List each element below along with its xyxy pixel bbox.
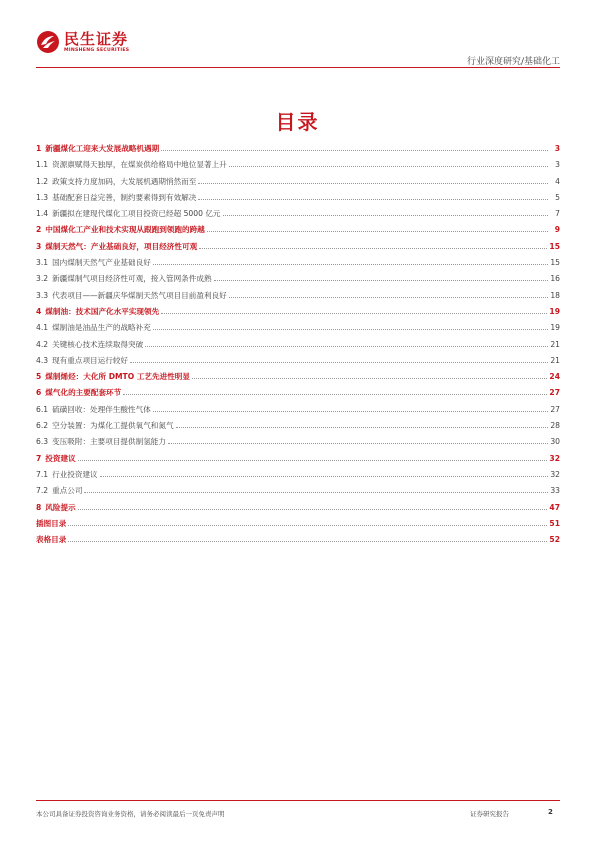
toc-leader-dots — [229, 160, 548, 167]
page-number: 2 — [548, 808, 553, 816]
toc-entry[interactable] — [36, 257, 560, 273]
toc-entry-title: 新疆煤制气项目经济性可观，接入管网条件成熟 — [52, 274, 212, 284]
toc-leader-dots — [100, 470, 548, 477]
toc-entry[interactable] — [36, 453, 560, 469]
table-of-contents — [36, 143, 560, 550]
logo-english-name: MINSHENG SECURITIES — [64, 47, 130, 53]
toc-entry-number: 4 — [36, 306, 42, 316]
toc-leader-dots — [214, 274, 548, 281]
toc-entry-title: 煤制烯烃：大化所 DMTO 工艺先进性明显 — [45, 372, 190, 382]
logo-chinese-name: 民生证券 — [64, 29, 129, 48]
toc-leader-dots — [78, 454, 548, 461]
footer-disclaimer: 本公司具备证券投资咨询业务资格，请务必阅读最后一页免责声明 — [36, 810, 225, 818]
toc-entry-page: 15 — [549, 241, 560, 251]
toc-entry-page: 33 — [550, 486, 560, 496]
toc-entry[interactable] — [36, 290, 560, 306]
toc-entry-number: 3.3 — [36, 290, 49, 300]
toc-entry[interactable] — [36, 192, 560, 208]
toc-entry[interactable] — [36, 485, 560, 501]
toc-entry-title: 煤制油：技术国产化水平实现领先 — [45, 306, 160, 316]
toc-leader-dots — [229, 291, 548, 298]
page-title: 目录 — [275, 110, 320, 134]
toc-entry-page: 51 — [549, 518, 560, 528]
toc-entry[interactable] — [36, 436, 560, 452]
toc-entry[interactable] — [36, 306, 560, 322]
toc-entry-page: 19 — [550, 323, 560, 333]
toc-leader-dots — [68, 519, 547, 526]
page-header — [36, 30, 560, 70]
toc-leader-dots — [78, 503, 548, 510]
toc-entry-number: 1.2 — [36, 176, 49, 186]
toc-entry[interactable] — [36, 534, 560, 550]
toc-entry[interactable] — [36, 371, 560, 387]
footer-doc-type: 证券研究报告 — [470, 810, 509, 818]
header-divider — [36, 67, 560, 68]
toc-entry-page: 27 — [550, 404, 560, 414]
toc-leader-dots — [153, 323, 548, 330]
toc-entry-page: 32 — [550, 469, 560, 479]
toc-entry[interactable] — [36, 387, 560, 403]
toc-entry-page: 21 — [550, 355, 560, 365]
toc-entry[interactable] — [36, 159, 560, 175]
toc-entry-number: 2 — [36, 225, 42, 235]
toc-entry[interactable] — [36, 176, 560, 192]
toc-entry-page: 52 — [549, 535, 560, 545]
toc-leader-dots — [176, 421, 548, 428]
toc-entry-number: 8 — [36, 502, 42, 512]
toc-entry-page: 16 — [550, 274, 560, 284]
toc-leader-dots — [68, 535, 547, 542]
toc-entry-title: 煤制天然气：产业基础良好，项目经济性可观 — [45, 241, 198, 251]
toc-entry-title: 煤制油是油品生产的战略补充 — [52, 323, 151, 333]
toc-entry-title: 现有重点项目运行较好 — [52, 355, 129, 365]
toc-entry[interactable] — [36, 404, 560, 420]
toc-entry-title: 新疆拟在建现代煤化工项目投资已经超 5000 亿元 — [52, 209, 221, 219]
toc-entry-number: 6.3 — [36, 437, 49, 447]
toc-entry-number: 6.1 — [36, 404, 49, 414]
toc-entry-title: 风险提示 — [45, 502, 76, 512]
toc-entry-page: 32 — [549, 453, 560, 463]
toc-entry-number: 4.2 — [36, 339, 49, 349]
toc-leader-dots — [168, 437, 548, 444]
toc-entry[interactable] — [36, 518, 560, 534]
toc-entry-page: 4 — [555, 176, 560, 186]
toc-entry-number: 5 — [36, 372, 42, 382]
toc-entry-page: 21 — [550, 339, 560, 349]
toc-entry-title: 空分装置：为煤化工提供氧气和氮气 — [52, 421, 174, 431]
toc-entry-title: 行业投资建议 — [52, 469, 98, 479]
toc-entry[interactable] — [36, 469, 560, 485]
toc-entry[interactable] — [36, 273, 560, 289]
toc-entry-number: 4.1 — [36, 323, 49, 333]
toc-entry-page: 18 — [550, 290, 560, 300]
toc-entry-number: 1.1 — [36, 160, 49, 170]
toc-entry-number: 1.4 — [36, 209, 49, 219]
toc-entry-title: 重点公司 — [52, 486, 83, 496]
toc-leader-dots — [153, 258, 548, 265]
toc-entry-title: 关键核心技术连续取得突破 — [52, 339, 144, 349]
toc-entry-title: 基础配套日益完善，制约要素得到有效解决 — [52, 192, 197, 202]
toc-entry-page: 5 — [555, 192, 560, 202]
toc-leader-dots — [161, 144, 548, 151]
toc-entry[interactable] — [36, 355, 560, 371]
toc-leader-dots — [123, 388, 547, 395]
toc-entry-title: 硫磺回收：处理伴生酸性气体 — [52, 404, 151, 414]
minsheng-logo-icon — [36, 30, 60, 54]
toc-leader-dots — [198, 177, 548, 184]
toc-leader-dots — [161, 307, 547, 314]
toc-leader-dots — [130, 356, 548, 363]
toc-entry-number: 3 — [36, 241, 42, 251]
toc-entry-number: 4.3 — [36, 355, 49, 365]
toc-entry-page: 28 — [550, 421, 560, 431]
company-logo — [36, 30, 129, 54]
toc-entry[interactable] — [36, 322, 560, 338]
toc-entry[interactable] — [36, 241, 560, 257]
toc-leader-dots — [199, 242, 547, 249]
toc-entry-page: 30 — [550, 437, 560, 447]
toc-entry-title: 投资建议 — [45, 453, 76, 463]
toc-entry-title: 代表项目——新疆庆华煤制天然气项目目前盈利良好 — [52, 290, 227, 300]
toc-leader-dots — [145, 340, 548, 347]
toc-entry-title: 表格目录 — [36, 535, 67, 545]
toc-entry-page: 24 — [549, 372, 560, 382]
toc-leader-dots — [192, 372, 547, 379]
toc-entry-page: 3 — [554, 144, 560, 153]
toc-entry-page: 47 — [549, 502, 560, 512]
toc-entry[interactable] — [36, 420, 560, 436]
toc-entry-title: 变压吸附：主要项目提供制氢能力 — [52, 437, 166, 447]
toc-leader-dots — [84, 486, 548, 493]
toc-entry-number: 6.2 — [36, 421, 49, 431]
toc-entry-page: 3 — [555, 160, 560, 170]
toc-entry-number: 1.3 — [36, 192, 49, 202]
toc-entry-number: 3.2 — [36, 274, 49, 284]
toc-entry-page: 27 — [549, 388, 560, 398]
toc-leader-dots — [207, 225, 548, 232]
toc-entry[interactable] — [36, 339, 560, 355]
footer-divider — [36, 800, 560, 801]
toc-leader-dots — [198, 193, 548, 200]
toc-entry-page: 9 — [554, 225, 560, 235]
toc-entry-title: 新疆煤化工迎来大发展战略机遇期 — [45, 144, 160, 153]
toc-leader-dots — [223, 209, 548, 216]
toc-entry-title: 政策支持力度加码，大发展机遇期悄然而至 — [52, 176, 197, 186]
toc-entry-number: 7.1 — [36, 469, 49, 479]
toc-entry[interactable] — [36, 208, 560, 224]
toc-entry[interactable] — [36, 224, 560, 240]
toc-entry-number: 7 — [36, 453, 42, 463]
report-category: 行业深度研究/基础化工 — [466, 57, 560, 67]
toc-entry-title: 中国煤化工产业和技术实现从跟跑到领跑的跨越 — [45, 225, 205, 235]
toc-entry-number: 1 — [36, 144, 42, 153]
toc-entry[interactable] — [36, 502, 560, 518]
toc-entry-title: 资源禀赋得天独厚，在煤炭供给格局中地位显著上升 — [52, 160, 227, 170]
toc-entry-title: 国内煤制天然气产业基础良好 — [52, 258, 151, 268]
toc-entry-page: 15 — [550, 258, 560, 268]
toc-entry-number: 6 — [36, 388, 42, 398]
toc-entry-title: 插图目录 — [36, 518, 67, 528]
toc-entry-title: 煤气化的主要配套环节 — [45, 388, 122, 398]
toc-entry-page: 7 — [555, 209, 560, 219]
toc-entry-number: 7.2 — [36, 486, 49, 496]
toc-entry-number: 3.1 — [36, 258, 49, 268]
toc-entry[interactable] — [36, 143, 560, 159]
toc-entry-page: 19 — [549, 306, 560, 316]
toc-leader-dots — [153, 405, 548, 412]
